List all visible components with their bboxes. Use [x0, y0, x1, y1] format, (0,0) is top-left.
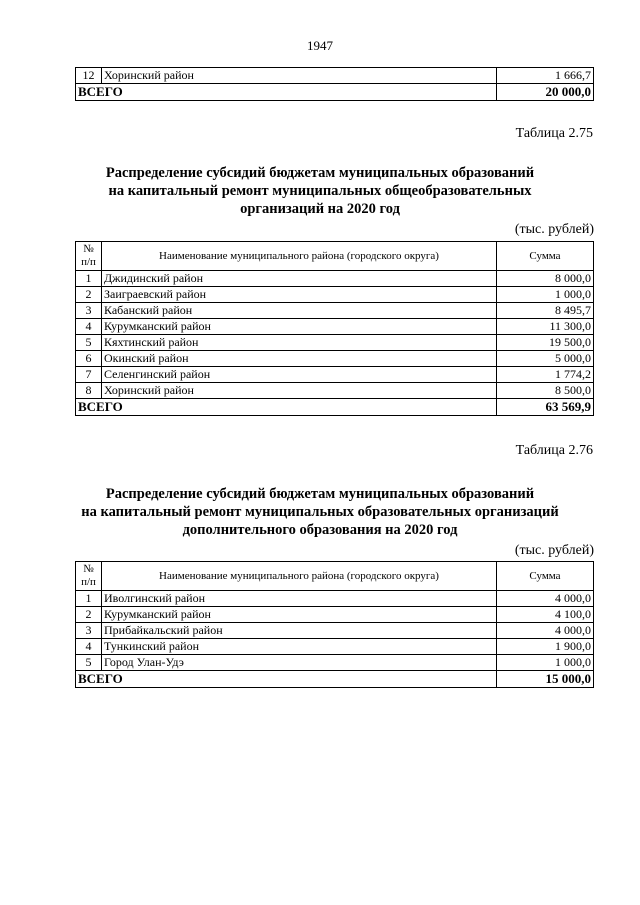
header-row [76, 562, 594, 591]
district-name: Окинский район [102, 351, 497, 367]
row-number: 7 [76, 367, 102, 383]
district-name: Джидинский район [102, 271, 497, 287]
row-number: 4 [76, 639, 102, 655]
district-name: Хоринский район [102, 68, 497, 84]
district-name: Хоринский район [102, 383, 497, 399]
table-row [76, 367, 594, 383]
row-number: 4 [76, 319, 102, 335]
total-amount: 20 000,0 [497, 84, 594, 101]
header-name: Наименование муниципального района (городского округа) [102, 242, 497, 271]
row-number: 1 [76, 591, 102, 607]
title-line: Распределение субсидий бюджетам муниципальных образований [105, 165, 535, 181]
table-title [40, 164, 600, 218]
subsidy-table-276 [75, 561, 594, 688]
table-row [76, 68, 594, 84]
amount: 1 000,0 [497, 287, 594, 303]
district-name: Тункинский район [102, 639, 497, 655]
district-name: Город Улан-Удэ [102, 655, 497, 671]
row-number: 3 [76, 623, 102, 639]
amount: 19 500,0 [497, 335, 594, 351]
subsidy-table-275 [75, 241, 594, 416]
table-row [76, 335, 594, 351]
total-amount: 63 569,9 [497, 399, 594, 416]
table-row [76, 607, 594, 623]
title-line: дополнительного образования на 2020 год [182, 522, 458, 538]
continued-table [75, 67, 594, 101]
amount: 8 000,0 [497, 271, 594, 287]
district-name: Курумканский район [102, 319, 497, 335]
amount: 5 000,0 [497, 351, 594, 367]
units-label: (тыс. рублей) [514, 543, 594, 558]
table-row [76, 319, 594, 335]
table-row [76, 287, 594, 303]
table-row [76, 655, 594, 671]
header-name: Наименование муниципального района (городского округа) [102, 562, 497, 591]
amount: 1 900,0 [497, 639, 594, 655]
district-name: Курумканский район [102, 607, 497, 623]
district-name: Кяхтинский район [102, 335, 497, 351]
district-name: Иволгинский район [102, 591, 497, 607]
table-label: Таблица 2.75 [515, 126, 593, 141]
row-number: 2 [76, 607, 102, 623]
row-number: 5 [76, 335, 102, 351]
title-line: на капитальный ремонт муниципальных общеобразовательных [108, 183, 532, 199]
amount: 4 100,0 [497, 607, 594, 623]
district-name: Селенгинский район [102, 367, 497, 383]
header-num: № п/п [76, 242, 102, 271]
total-row [76, 84, 594, 101]
total-label: ВСЕГО [76, 399, 497, 416]
district-name: Кабанский район [102, 303, 497, 319]
title-line: организаций на 2020 год [240, 201, 400, 217]
district-name: Заиграевский район [102, 287, 497, 303]
total-row [76, 399, 594, 416]
amount: 8 495,7 [497, 303, 594, 319]
district-name: Прибайкальский район [102, 623, 497, 639]
table-row [76, 383, 594, 399]
total-label: ВСЕГО [76, 84, 497, 101]
title-line: на капитальный ремонт муниципальных образовательных организаций [81, 504, 559, 520]
amount: 11 300,0 [497, 319, 594, 335]
row-number: 1 [76, 271, 102, 287]
header-num: № п/п [76, 562, 102, 591]
header-row [76, 242, 594, 271]
table-row [76, 271, 594, 287]
amount: 4 000,0 [497, 623, 594, 639]
row-number: 6 [76, 351, 102, 367]
table-title [40, 485, 600, 539]
units-label: (тыс. рублей) [514, 222, 594, 237]
row-number: 3 [76, 303, 102, 319]
amount: 8 500,0 [497, 383, 594, 399]
header-sum: Сумма [497, 562, 594, 591]
table-row [76, 639, 594, 655]
total-label: ВСЕГО [76, 671, 497, 688]
row-number: 2 [76, 287, 102, 303]
row-number: 8 [76, 383, 102, 399]
total-amount: 15 000,0 [497, 671, 594, 688]
table-label: Таблица 2.76 [515, 443, 593, 458]
table-row [76, 303, 594, 319]
table-row [76, 351, 594, 367]
total-row [76, 671, 594, 688]
header-sum: Сумма [497, 242, 594, 271]
amount: 1 774,2 [497, 367, 594, 383]
row-number: 12 [76, 68, 102, 84]
amount: 4 000,0 [497, 591, 594, 607]
title-line: Распределение субсидий бюджетам муниципальных образований [105, 486, 535, 502]
page-number: 1947 [307, 38, 333, 53]
amount: 1 666,7 [497, 68, 594, 84]
amount: 1 000,0 [497, 655, 594, 671]
row-number: 5 [76, 655, 102, 671]
table-row [76, 623, 594, 639]
table-row [76, 591, 594, 607]
